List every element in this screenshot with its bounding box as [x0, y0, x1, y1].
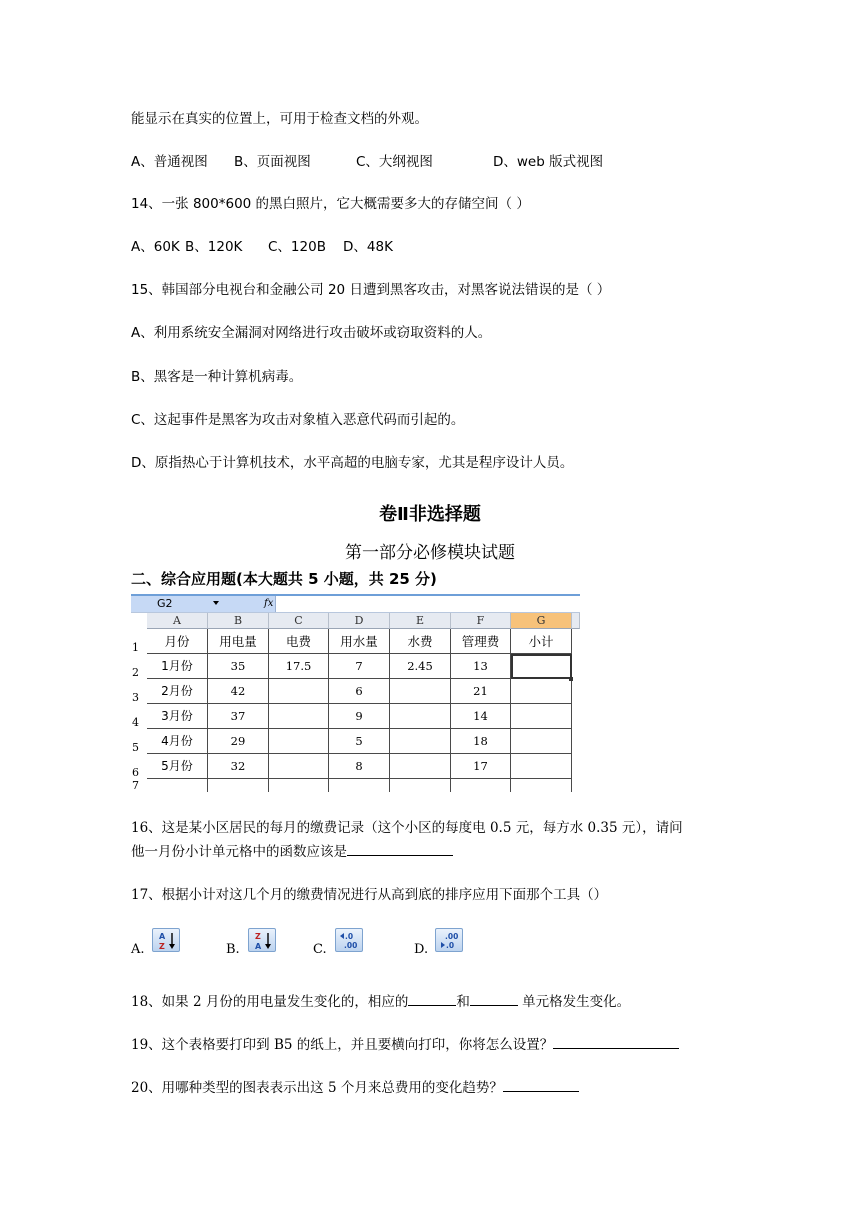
option-b-label: B.	[226, 942, 240, 957]
name-box[interactable]	[131, 596, 276, 612]
table-cell[interactable]	[269, 704, 329, 729]
column-header-g[interactable]: G	[511, 613, 572, 629]
header-cell[interactable]: 电费	[269, 629, 329, 654]
column-header-b[interactable]: B	[208, 613, 269, 629]
table-cell[interactable]: 35	[208, 654, 269, 679]
table-cell[interactable]: 5	[329, 729, 390, 754]
table-cell[interactable]: 13	[451, 654, 511, 679]
column-header-extra	[572, 613, 580, 629]
option-c: C、大纲视图	[356, 154, 433, 170]
row-header-4[interactable]: 4	[131, 704, 147, 729]
option-d-label: D.	[414, 942, 429, 957]
svg-text:Z: Z	[255, 932, 261, 941]
table-cell[interactable]	[269, 729, 329, 754]
header-cell[interactable]: 水费	[390, 629, 451, 654]
option-c-label: C.	[313, 942, 327, 957]
q15-option-a: A、利用系统安全漏洞对网络进行攻击破坏或窃取资料的人。	[131, 325, 492, 341]
table-cell[interactable]	[390, 704, 451, 729]
table-cell[interactable]	[329, 779, 390, 792]
option-d: D、48K	[343, 239, 393, 255]
table-cell[interactable]	[269, 679, 329, 704]
table-cell[interactable]	[390, 779, 451, 792]
table-cell[interactable]	[147, 779, 208, 792]
table-cell[interactable]	[511, 779, 572, 792]
question-16-line-2: 他一月份小计单元格中的函数应该是	[131, 840, 453, 860]
sort-ascending-icon[interactable]	[152, 928, 180, 952]
option-a: A、60K	[131, 239, 180, 255]
row-header-5[interactable]: 5	[131, 729, 147, 754]
svg-text:Z: Z	[159, 942, 165, 951]
table-cell[interactable]: 18	[451, 729, 511, 754]
section-subtitle: 第一部分必修模块试题	[345, 543, 515, 563]
table-cell[interactable]	[511, 754, 572, 779]
table-cell[interactable]: 3月份	[147, 704, 208, 729]
header-cell[interactable]: 小计	[511, 629, 572, 654]
table-cell[interactable]	[511, 704, 572, 729]
answer-blank[interactable]	[347, 843, 453, 856]
table-cell[interactable]	[511, 729, 572, 754]
header-cell[interactable]: 用电量	[208, 629, 269, 654]
table-cell[interactable]: 17.5	[269, 654, 329, 679]
answer-blank[interactable]	[553, 1036, 679, 1049]
spreadsheet	[131, 594, 580, 792]
answer-blank-2[interactable]	[470, 993, 518, 1006]
option-a: A、普通视图	[131, 154, 208, 170]
svg-text:A: A	[255, 942, 262, 951]
q15-option-d: D、原指热心于计算机技术，水平高超的电脑专家，尤其是程序设计人员。	[131, 455, 574, 471]
chevron-down-icon[interactable]	[213, 601, 219, 605]
answer-blank[interactable]	[503, 1079, 579, 1092]
table-cell[interactable]: 4月份	[147, 729, 208, 754]
table-cell[interactable]	[511, 679, 572, 704]
table-cell[interactable]: 5月份	[147, 754, 208, 779]
svg-text:A: A	[159, 932, 166, 941]
option-c: C、120B	[268, 239, 326, 255]
table-cell[interactable]	[390, 679, 451, 704]
table-cell[interactable]: 1月份	[147, 654, 208, 679]
name-box-value: G2	[157, 597, 173, 610]
table-cell[interactable]: 32	[208, 754, 269, 779]
row-header-6[interactable]: 6	[131, 754, 147, 779]
question-15: 15、韩国部分电视台和金融公司 20 日遭到黑客攻击，对黑客说法错误的是（ ）	[131, 282, 611, 298]
table-cell[interactable]: 14	[451, 704, 511, 729]
function-icon[interactable]: fx	[264, 598, 274, 609]
option-a-label: A.	[131, 942, 145, 957]
question-16-line-1: 16、这是某小区居民的每月的缴费记录（这个小区的每度电 0.5 元，每方水 0.35 元），请问	[131, 820, 683, 836]
question-17: 17、根据小计对这几个月的缴费情况进行从高到底的排序应用下面那个工具（）	[131, 887, 608, 903]
header-cell[interactable]: 管理费	[451, 629, 511, 654]
column-header-f[interactable]: F	[451, 613, 511, 629]
fill-handle[interactable]	[569, 677, 573, 681]
table-cell[interactable]	[269, 754, 329, 779]
row-header-1[interactable]: 1	[131, 629, 147, 654]
table-cell[interactable]	[451, 779, 511, 792]
table-cell[interactable]: 21	[451, 679, 511, 704]
row-header-2[interactable]: 2	[131, 654, 147, 679]
q15-option-b: B、黑客是一种计算机病毒。	[131, 369, 303, 385]
table-cell[interactable]: 42	[208, 679, 269, 704]
table-cell[interactable]: 2.45	[390, 654, 451, 679]
table-cell[interactable]	[390, 729, 451, 754]
table-cell[interactable]: 8	[329, 754, 390, 779]
question-19: 19、这个表格要打印到 B5 的纸上，并且要横向打印，你将怎么设置？	[131, 1033, 679, 1053]
question-18: 18、如果 2 月份的用电量发生变化的，相应的 和 单元格发生变化。	[131, 994, 631, 1010]
svg-text:.0: .0	[446, 941, 455, 950]
row-header-3[interactable]: 3	[131, 679, 147, 704]
table-cell[interactable]: 17	[451, 754, 511, 779]
q14-options	[131, 235, 393, 255]
option-d: D、web 版式视图	[493, 154, 604, 170]
table-cell[interactable]	[511, 654, 572, 679]
column-header-d[interactable]: D	[329, 613, 390, 629]
column-header-c[interactable]: C	[269, 613, 329, 629]
table-cell[interactable]	[390, 754, 451, 779]
table-cell[interactable]: 6	[329, 679, 390, 704]
question-14: 14、一张 800*600 的黑白照片，它大概需要多大的存储空间（ ）	[131, 196, 530, 212]
increase-decimal-icon[interactable]	[335, 928, 363, 952]
column-header-e[interactable]: E	[390, 613, 451, 629]
decrease-decimal-icon[interactable]	[435, 928, 463, 952]
svg-text:.00: .00	[344, 941, 358, 950]
q15-option-c: C、这起事件是黑客为攻击对象植入恶意代码而引起的。	[131, 412, 465, 428]
svg-text:.0: .0	[345, 932, 354, 941]
header-cell[interactable]: 用水量	[329, 629, 390, 654]
table-cell[interactable]: 2月份	[147, 679, 208, 704]
table-cell[interactable]	[208, 779, 269, 792]
sort-descending-icon[interactable]	[248, 928, 276, 952]
q13-options	[131, 150, 603, 170]
table-cell[interactable]	[269, 779, 329, 792]
section-heading: 二、综合应用题(本大题共 5 小题，共 25 分)	[131, 570, 437, 588]
table-cell[interactable]: 37	[208, 704, 269, 729]
table-cell[interactable]: 29	[208, 729, 269, 754]
svg-text:.00: .00	[445, 932, 459, 941]
formula-bar	[131, 596, 580, 613]
header-cell[interactable]: 月份	[147, 629, 208, 654]
row-header-7[interactable]: 7	[131, 779, 147, 792]
option-b: B、120K	[185, 239, 243, 255]
section-title: 卷Ⅱ非选择题	[379, 504, 481, 525]
answer-blank-1[interactable]	[408, 993, 456, 1006]
option-b: B、页面视图	[234, 154, 311, 170]
table-cell[interactable]: 9	[329, 704, 390, 729]
question-20: 20、用哪种类型的图表表示出这 5 个月来总费用的变化趋势？	[131, 1076, 579, 1096]
column-header-a[interactable]: A	[147, 613, 208, 629]
text-line: 能显示在真实的位置上，可用于检查文档的外观。	[131, 111, 428, 127]
table-cell[interactable]: 7	[329, 654, 390, 679]
